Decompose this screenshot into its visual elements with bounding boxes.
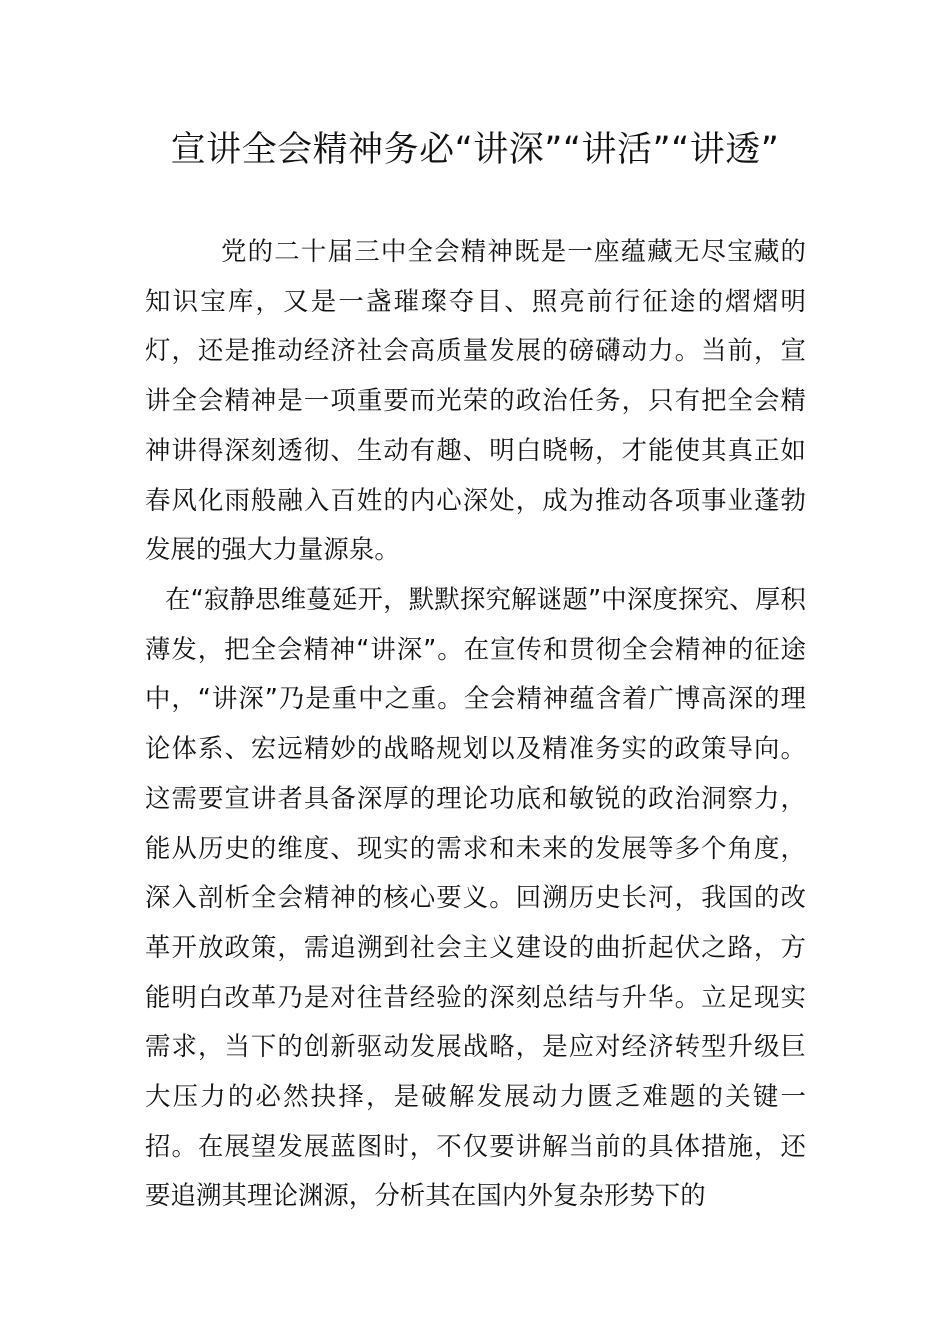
paragraph-jiangshen: 在“寂静思维蔓延开，默默探究解谜题”中深度探究、厚积薄发，把全会精神“讲深”。在宣传和贯彻全会精神的征途中，“讲深”乃是重中之重。全会精神蕴含着广博高深的理论体系、宏远精妙的战略规划以及精准务实的政策导向。这需要宣讲者具备深厚的理论功底和敏锐的政治洞察力，能从历史的维度、现实的需求和未来的发展等多个角度，深入剖析全会精神的核心要义。回溯历史长河，我国的改革开放政策，需追溯到社会主义建设的曲折起伏之路，方能明白改革乃是对往昔经验的深刻总结与升华。立足现实需求，当下的创新驱动发展战略，是应对经济转型升级巨大压力的必然抉择，是破解发展动力匮乏难题的关键一招。在展望发展蓝图时，不仅要讲解当前的具体措施，还要追溯其理论渊源，分析其在国内外复杂形势下的 [145, 584, 806, 1211]
document-title: 宣讲全会精神务必“讲深”“讲活”“讲透” [170, 130, 780, 170]
paragraph-intro: 党的二十届三中全会精神既是一座蕴藏无尽宝藏的知识宝库，又是一盏璀璨夺目、照亮前行征途的熠熠明灯，还是推动经济社会高质量发展的磅礴动力。当前，宣讲全会精神是一项重要而光荣的政治任务，只有把全会精神讲得深刻透彻、生动有趣、明白晓畅，才能使其真正如春风化雨般融入百姓的内心深处，成为推动各项事业蓬勃发展的强大力量源泉。 [145, 236, 806, 565]
